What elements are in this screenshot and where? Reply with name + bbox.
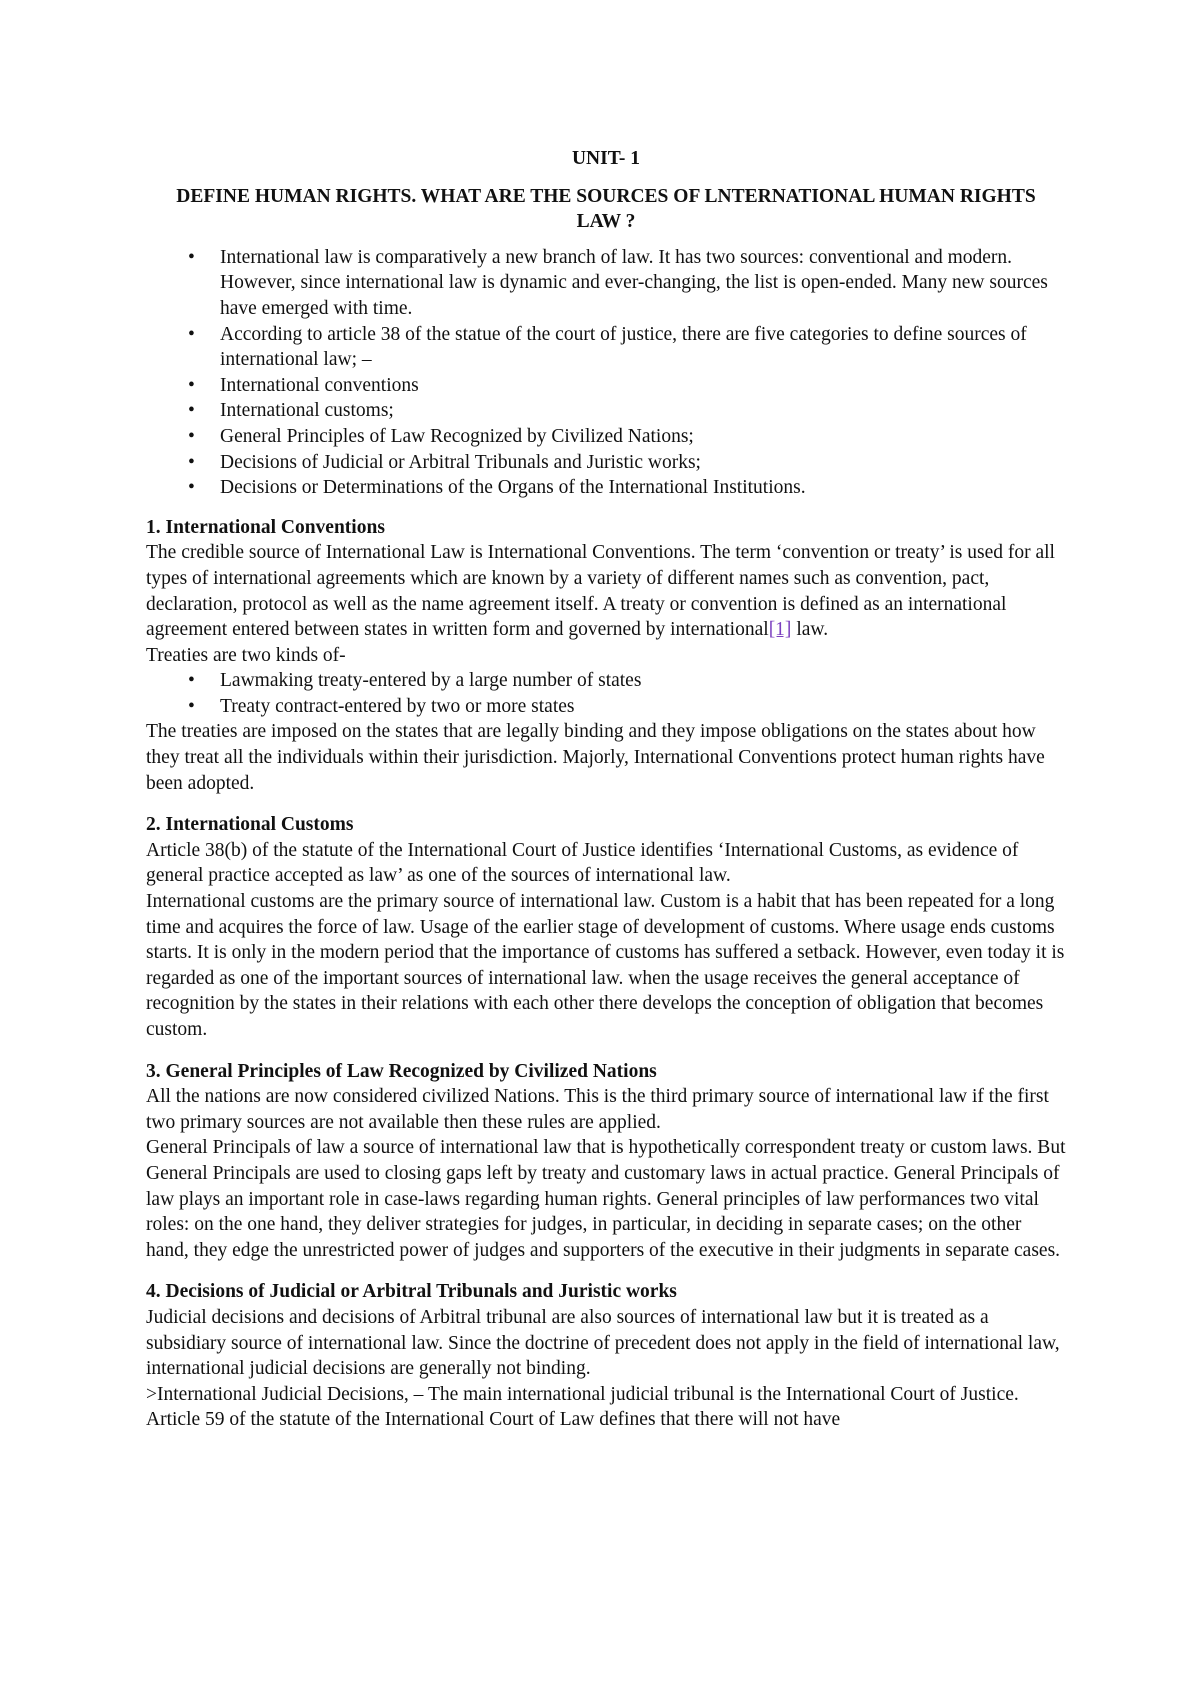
list-item-text: Treaty contract-entered by two or more states — [220, 695, 575, 717]
paragraph-text: law. — [791, 619, 829, 641]
bullet-icon: • — [188, 323, 195, 345]
section-heading: 1. International Conventions — [146, 516, 385, 538]
intro-bullet-list — [146, 245, 1066, 501]
list-item — [146, 450, 1066, 476]
list-item-text: General Principles of Law Recognized by Civilized Nations; — [220, 425, 694, 447]
paragraph: General Principals of law a source of international law that is hypothetically correspondent treaty or custom laws. But General Principals are used to closing gaps left by treaty and customary laws in actual practice. General Principals of law plays an important role in case-laws regarding human rights. General principles of law performances two vital roles: on the one hand, they deliver strategies for judges, in particular, in deciding in separate cases; on the other hand, they edge the unrestricted power of judges and supporters of the executive in their judgments in separate cases. — [146, 1137, 1066, 1261]
bullet-icon: • — [188, 374, 195, 396]
bullet-icon: • — [188, 246, 195, 268]
list-item — [146, 398, 1066, 424]
bullet-icon: • — [188, 695, 195, 717]
list-item — [146, 694, 1066, 720]
paragraph — [146, 540, 1066, 642]
section-general-principles — [146, 1059, 1066, 1264]
list-item — [146, 373, 1066, 399]
bullet-icon: • — [188, 425, 195, 447]
section-international-customs — [146, 812, 1066, 1042]
list-item-text: Decisions of Judicial or Arbitral Tribunals and Juristic works; — [220, 451, 701, 473]
list-item-text: International customs; — [220, 400, 394, 422]
section-international-conventions — [146, 515, 1066, 797]
list-item-text: According to article 38 of the statue of the court of justice, there are five categories to define sources of international law; – — [220, 323, 1027, 371]
paragraph: International customs are the primary source of international law. Custom is a habit that has been repeated for a long time and acquires the force of law. Usage of the earlier stage of development of customs. Where usage ends customs starts. It is only in the modern period that the importance of customs has suffered a setback. However, even today it is regarded as one of the important sources of international law. when the usage receives the general acceptance of recognition by the states in their relations with each other there develops the conception of obligation that becomes custom. — [146, 891, 1065, 1040]
main-heading: DEFINE HUMAN RIGHTS. WHAT ARE THE SOURCES OF LNTERNATIONAL HUMAN RIGHTS LAW ? — [176, 185, 1036, 233]
list-item — [146, 424, 1066, 450]
list-item — [146, 322, 1066, 373]
section-heading: 2. International Customs — [146, 814, 354, 836]
list-item — [146, 245, 1066, 322]
list-item-text: Decisions or Determinations of the Organs of the International Institutions. — [220, 477, 806, 499]
bullet-icon: • — [188, 670, 195, 692]
paragraph: Article 38(b) of the statute of the International Court of Justice identifies ‘International Customs, as evidence of general practice accepted as law’ as one of the sources of international law. — [146, 839, 1019, 887]
document-body — [146, 146, 1066, 1449]
bullet-icon: • — [188, 451, 195, 473]
section-heading: 3. General Principles of Law Recognized by Civilized Nations — [146, 1060, 657, 1082]
list-item — [146, 668, 1066, 694]
footnote-link[interactable]: [1] — [768, 619, 792, 641]
unit-title: UNIT- 1 — [571, 148, 641, 169]
list-item — [146, 475, 1066, 501]
list-item-text: Lawmaking treaty-entered by a large number of states — [220, 670, 642, 692]
list-item-text: International law is comparatively a new branch of law. It has two sources: conventional and modern. However, since international law is dynamic and ever-changing, the list is open-ended. Many new sources have emerged with time. — [220, 246, 1048, 319]
paragraph: All the nations are now considered civilized Nations. This is the third primary source of international law if the first two primary sources are not available then these rules are applied. — [146, 1086, 1049, 1133]
section-judicial-decisions — [146, 1279, 1066, 1433]
paragraph: >International Judicial Decisions, – The main international judicial tribunal is the International Court of Justice. Article 59 of the statute of the International Court of Law defines that there will not have — [146, 1383, 1019, 1431]
list-item-text: International conventions — [220, 374, 419, 396]
section-heading: 4. Decisions of Judicial or Arbitral Tribunals and Juristic works — [146, 1281, 677, 1303]
paragraph: Treaties are two kinds of- — [146, 644, 346, 666]
bullet-icon: • — [188, 477, 195, 499]
paragraph: The treaties are imposed on the states that are legally binding and they impose obligations on the states about how they treat all the individuals within their jurisdiction. Majorly, International Conventions protect human rights have been adopted. — [146, 721, 1045, 794]
paragraph: Judicial decisions and decisions of Arbitral tribunal are also sources of international law but it is treated as a subsidiary source of international law. Since the doctrine of precedent does not apply in the field of international law, international judicial decisions are generally not binding. — [146, 1306, 1060, 1380]
bullet-icon: • — [188, 400, 195, 422]
paragraph-text: The credible source of International Law is International Conventions. The term ‘convention or treaty’ is used for all types of international agreements which are known by a variety of different names such as convention, pact, declaration, protocol as well as the name agreement itself. A treaty or convention is defined as an international agreement entered between states in written form and governed by international — [146, 542, 1055, 641]
treaty-kinds-list — [146, 668, 1066, 719]
